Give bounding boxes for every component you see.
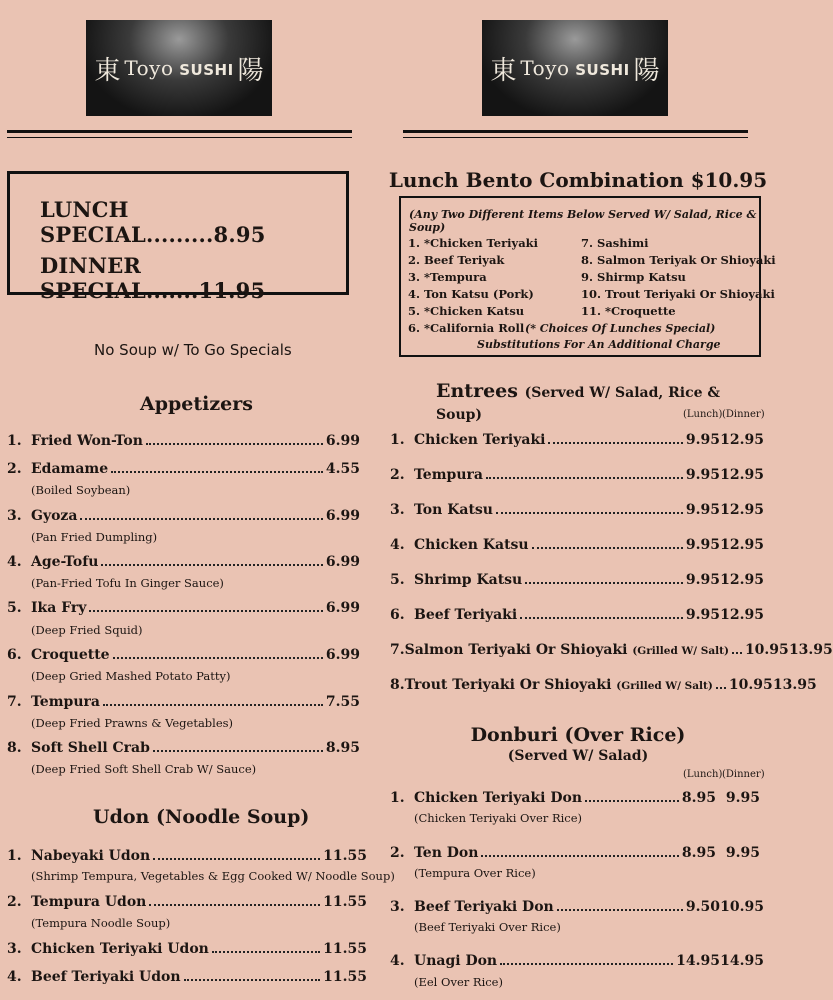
entree-row: 4. Chicken Katsu 9.95 12.95 [390, 537, 764, 553]
bento-item: 9. Shirmp Katsu [581, 270, 686, 284]
udon-row: 3. Chicken Teriyaki Udon 11.55 [7, 941, 367, 957]
bento-item: 6. *California Roll [408, 321, 525, 335]
logo-kanji-left: 東 [94, 55, 121, 86]
lunch-special: LUNCH SPECIAL.........8.95 [40, 197, 266, 247]
appetizer-row: 6. Croquette 6.99 [7, 647, 360, 663]
donburi-desc: (Chicken Teriyaki Over Rice) [414, 811, 583, 825]
entree-row: 3. Ton Katsu 9.95 12.95 [390, 502, 764, 518]
bento-item: 3. *Tempura [408, 270, 487, 284]
logo-name: Toyo SUSHI [520, 56, 630, 80]
appetizer-desc: (Deep Fried Squid) [31, 623, 143, 637]
logo-kanji-left: 東 [490, 55, 517, 86]
donburi-col-lunch: (Lunch) [683, 769, 723, 780]
udon-desc: (Tempura Noodle Soup) [31, 916, 171, 930]
bento-item: 1. *Chicken Teriyaki [408, 236, 539, 250]
bento-box [399, 196, 776, 357]
appetizer-row: 4. Age-Tofu 6.99 [7, 554, 360, 570]
appetizer-desc: (Deep Gried Mashed Potato Patty) [31, 669, 231, 683]
donburi-row: 4. Unagi Don 14.95 14.95 [390, 953, 764, 969]
entree-row: 2. Tempura 9.95 12.95 [390, 467, 764, 483]
bento-item: 4. Ton Katsu (Pork) [408, 287, 534, 301]
bento-substitution-note: Substitutions For An Additional Charge [477, 338, 721, 351]
udon-row: 2. Tempura Udon 11.55 [7, 894, 367, 910]
divider-right-thin [403, 137, 748, 138]
appetizer-desc: (Deep Fried Prawns & Vegetables) [31, 716, 234, 730]
bento-item: 7. Sashimi [581, 236, 649, 250]
appetizer-row: 1. Fried Won-Ton 6.99 [7, 433, 360, 449]
bento-item: 2. Beef Teriyak [408, 253, 505, 267]
divider-right [403, 130, 748, 133]
appetizer-desc: (Pan-Fried Tofu In Ginger Sauce) [31, 576, 224, 590]
appetizer-row: 8. Soft Shell Crab 8.95 [7, 740, 360, 756]
entree-row: 8. Trout Teriyaki Or Shioyaki (Grilled W/ Salt) 10.95 13.95 [390, 677, 817, 693]
udon-desc: (Shrimp Tempura, Vegetables & Egg Cooked W/ Noodle Soup) [31, 869, 395, 883]
bento-item: 5. *Chicken Katsu [408, 304, 525, 318]
appetizer-desc: (Pan Fried Dumpling) [31, 530, 158, 544]
dinner-special: DINNER SPECIAL.......11.95 [40, 253, 266, 303]
donburi-title: Donburi (Over Rice) [470, 724, 686, 746]
entree-row: 5. Shrimp Katsu 9.95 12.95 [390, 572, 764, 588]
appetizer-desc: (Deep Fried Soft Shell Crab W/ Sauce) [31, 762, 257, 776]
divider-left [7, 130, 352, 133]
entrees-col-dinner: (Dinner) [722, 409, 765, 420]
appetizer-desc: (Boiled Soybean) [31, 483, 131, 497]
donburi-subtitle: (Served W/ Salad) [507, 748, 649, 764]
donburi-desc: (Beef Teriyaki Over Rice) [414, 920, 561, 934]
donburi-row: 1. Chicken Teriyaki Don 8.95 9.95 [390, 790, 760, 806]
appetizer-row: 7. Tempura 7.55 [7, 694, 360, 710]
no-soup-note: No Soup w/ To Go Specials [94, 341, 292, 359]
specials-box [7, 171, 349, 303]
udon-title: Udon (Noodle Soup) [93, 806, 310, 828]
donburi-desc: (Tempura Over Rice) [414, 866, 536, 880]
bento-choices-note: (* Choices Of Lunches Special) [525, 322, 716, 335]
entree-row: 6. Beef Teriyaki 9.95 12.95 [390, 607, 764, 623]
logo-kanji-right: 陽 [237, 55, 264, 86]
appetizer-row: 3. Gyoza 6.99 [7, 508, 360, 524]
bento-item: 11. *Croquette [581, 304, 676, 318]
bento-item: 10. Trout Teriyaki Or Shioyaki [581, 287, 775, 301]
logo-kanji-right: 陽 [633, 55, 660, 86]
bento-item: 8. Salmon Teriyak Or Shioyaki [581, 253, 776, 267]
entree-row: 1. Chicken Teriyaki 9.95 12.95 [390, 432, 764, 448]
donburi-col-dinner: (Dinner) [722, 769, 765, 780]
udon-row: 4. Beef Teriyaki Udon 11.55 [7, 969, 367, 985]
logo-name: Toyo SUSHI [124, 56, 234, 80]
bento-title: Lunch Bento Combination $10.95 [388, 168, 768, 192]
entree-row: 7. Salmon Teriyaki Or Shioyaki (Grilled W/ Salt) 10.95 13.95 [390, 642, 833, 658]
entrees-col-lunch: (Lunch) [683, 409, 723, 420]
appetizer-row: 5. Ika Fry 6.99 [7, 600, 360, 616]
logo-right [482, 20, 668, 116]
entrees-title: Entrees (Served W/ Salad, Rice & Soup) [436, 380, 721, 423]
udon-row: 1. Nabeyaki Udon 11.55 [7, 848, 367, 864]
appetizers-title: Appetizers [140, 393, 253, 415]
donburi-desc: (Eel Over Rice) [414, 975, 503, 989]
donburi-row: 3. Beef Teriyaki Don 9.50 10.95 [390, 899, 764, 915]
donburi-row: 2. Ten Don 8.95 9.95 [390, 845, 760, 861]
logo-left [86, 20, 272, 116]
bento-note: (Any Two Different Items Below Served W/ Salad, Rice & Soup) [409, 208, 757, 234]
appetizer-row: 2. Edamame 4.55 [7, 461, 360, 477]
divider-left-thin [7, 137, 352, 138]
